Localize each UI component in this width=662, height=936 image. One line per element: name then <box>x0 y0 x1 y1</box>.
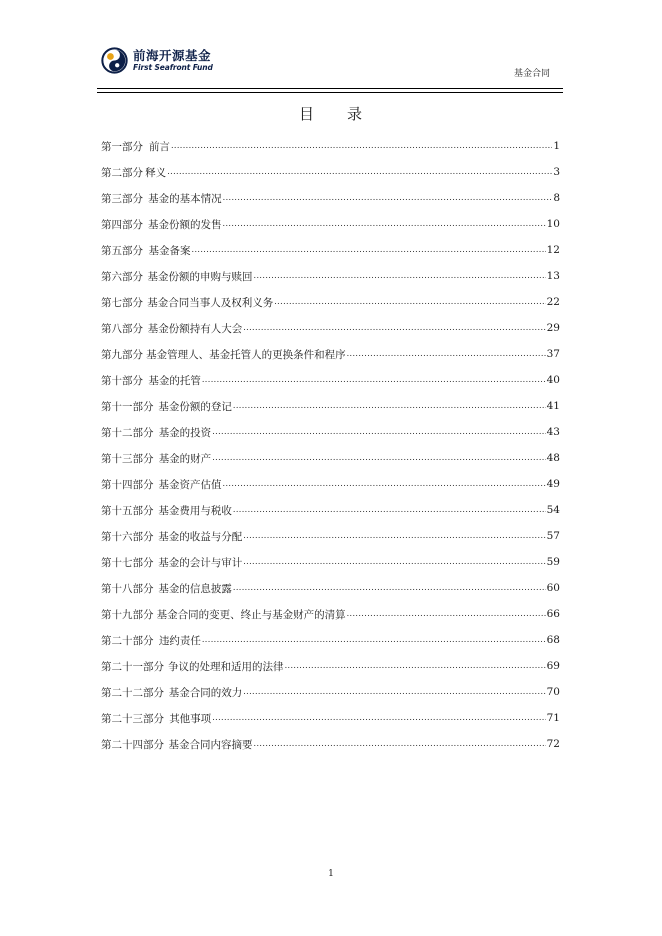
toc-part-label: 第九部分 <box>101 348 143 361</box>
logo-english-name: First Seafront Fund <box>133 63 213 72</box>
toc-entry[interactable] <box>101 653 560 679</box>
toc-dot-leader <box>254 271 546 283</box>
toc-entry-title: 基金费用与税收 <box>158 504 232 517</box>
toc-page-number: 72 <box>546 738 560 750</box>
toc-dot-leader <box>202 375 546 387</box>
toc-entry[interactable] <box>101 341 560 367</box>
toc-entry-title: 基金份额的发售 <box>148 218 222 231</box>
toc-part-label: 第三部分 <box>101 192 143 205</box>
toc-page-number: 71 <box>546 712 560 724</box>
toc-entry-title: 基金份额的登记 <box>158 400 232 413</box>
toc-entry[interactable] <box>101 497 560 523</box>
toc-entry[interactable] <box>101 679 560 705</box>
toc-dot-leader <box>212 713 545 725</box>
toc-entry-title: 违约责任 <box>158 634 201 647</box>
toc-heading-left: 目 <box>298 105 315 123</box>
toc-dot-leader <box>233 401 546 413</box>
toc-page-number: 48 <box>546 452 560 464</box>
toc-part-label: 第十五部分 <box>101 504 154 517</box>
toc-dot-leader <box>212 427 545 439</box>
page-number: 1 <box>328 869 334 879</box>
toc-part-label: 第二十部分 <box>101 634 154 647</box>
toc-dot-leader <box>212 453 545 465</box>
toc-part-label: 第六部分 <box>101 270 143 283</box>
toc-part-label: 第七部分 <box>101 296 143 309</box>
toc-entry[interactable] <box>101 237 560 263</box>
toc-page-number: 40 <box>546 374 560 386</box>
toc-entry[interactable] <box>101 523 560 549</box>
toc-page-number: 41 <box>546 400 560 412</box>
toc-part-label: 第二十二部分 <box>101 686 164 699</box>
toc-page-number: 69 <box>546 660 560 672</box>
toc-entry-title: 基金的收益与分配 <box>158 530 243 543</box>
toc-entry-title: 基金合同当事人及权利义务 <box>147 296 274 309</box>
toc-part-label: 第二十三部分 <box>101 712 164 725</box>
toc-page-number: 1 <box>553 140 560 152</box>
toc-page-number: 60 <box>546 582 560 594</box>
toc-entry-title: 基金管理人、基金托管人的更换条件和程序 <box>146 348 346 361</box>
toc-dot-leader <box>192 245 546 257</box>
toc-page-number: 8 <box>553 192 560 204</box>
toc-entry-title: 基金的基本情况 <box>148 192 222 205</box>
toc-dot-leader <box>347 349 546 361</box>
toc-entry[interactable] <box>101 211 560 237</box>
toc-entry[interactable] <box>101 549 560 575</box>
toc-entry-title: 释义 <box>145 166 167 179</box>
toc-entry[interactable] <box>101 601 560 627</box>
toc-dot-leader <box>171 141 552 153</box>
toc-entry[interactable] <box>101 627 560 653</box>
toc-entry-title: 基金合同内容摘要 <box>168 738 253 751</box>
toc-entry[interactable] <box>101 185 560 211</box>
toc-part-label: 第十一部分 <box>101 400 154 413</box>
toc-dot-leader <box>233 583 546 595</box>
toc-page-number: 68 <box>546 634 560 646</box>
toc-entry[interactable] <box>101 419 560 445</box>
toc-entry-title: 基金的会计与审计 <box>158 556 243 569</box>
toc-entry-title: 前言 <box>148 140 170 153</box>
toc-entry-title: 基金的托管 <box>148 374 201 387</box>
toc-page-number: 70 <box>546 686 560 698</box>
toc-entry[interactable] <box>101 445 560 471</box>
header-rule-thick <box>97 88 563 89</box>
toc-entry[interactable] <box>101 263 560 289</box>
toc-dot-leader <box>274 297 545 309</box>
toc-entry-title: 基金的财产 <box>158 452 212 465</box>
toc-entry-title: 其他事项 <box>169 712 212 725</box>
fund-logo-icon <box>101 47 128 74</box>
toc-dot-leader <box>233 505 546 517</box>
toc-part-label: 第十六部分 <box>101 530 154 543</box>
toc-entry-title: 基金份额的申购与赎回 <box>147 270 253 283</box>
toc-entry-title: 基金的投资 <box>158 426 212 439</box>
toc-dot-leader <box>347 609 546 621</box>
toc-entry[interactable] <box>101 133 560 159</box>
toc-heading <box>0 103 662 124</box>
toc-part-label: 第二部分 <box>101 166 143 179</box>
toc-entry[interactable] <box>101 575 560 601</box>
toc-page-number: 66 <box>546 608 560 620</box>
header-rule-thin <box>97 92 563 93</box>
toc-dot-leader <box>243 531 545 543</box>
toc-page-number: 13 <box>546 270 560 282</box>
table-of-contents <box>101 133 560 757</box>
toc-part-label: 第十八部分 <box>101 582 154 595</box>
toc-dot-leader <box>243 687 545 699</box>
company-logo <box>101 47 213 74</box>
logo-chinese-name: 前海开源基金 <box>133 47 212 63</box>
toc-part-label: 第十七部分 <box>101 556 154 569</box>
toc-page-number: 49 <box>546 478 560 490</box>
toc-part-label: 第五部分 <box>101 244 143 257</box>
toc-part-label: 第二十四部分 <box>101 738 164 751</box>
toc-entry-title: 基金的信息披露 <box>158 582 232 595</box>
toc-part-label: 第十二部分 <box>101 426 154 439</box>
toc-entry-title: 基金份额持有人大会 <box>147 322 243 335</box>
toc-part-label: 第十九部分 <box>101 608 154 621</box>
toc-page-number: 22 <box>546 296 560 308</box>
toc-page-number: 54 <box>546 504 560 516</box>
toc-entry[interactable] <box>101 289 560 315</box>
toc-part-label: 第二十一部分 <box>101 660 164 673</box>
toc-dot-leader <box>243 557 545 569</box>
toc-page-number: 29 <box>546 322 560 334</box>
toc-part-label: 第八部分 <box>101 322 143 335</box>
document-name-header: 基金合同 <box>514 69 551 79</box>
toc-part-label: 第十三部分 <box>101 452 154 465</box>
toc-dot-leader <box>223 219 546 231</box>
toc-entry[interactable] <box>101 393 560 419</box>
toc-page-number: 43 <box>546 426 560 438</box>
toc-entry[interactable] <box>101 731 560 757</box>
toc-part-label: 第一部分 <box>101 140 143 153</box>
toc-page-number: 12 <box>546 244 560 256</box>
toc-entry[interactable] <box>101 159 560 185</box>
toc-entry-title: 基金资产估值 <box>158 478 222 491</box>
toc-entry[interactable] <box>101 471 560 497</box>
toc-page-number: 57 <box>546 530 560 542</box>
toc-entry[interactable] <box>101 367 560 393</box>
toc-part-label: 第十部分 <box>101 374 143 387</box>
toc-page-number: 37 <box>546 348 560 360</box>
toc-page-number: 3 <box>553 166 560 178</box>
toc-entry-title: 基金合同的效力 <box>168 686 243 699</box>
toc-dot-leader <box>167 167 552 179</box>
toc-entry[interactable] <box>101 705 560 731</box>
toc-page-number: 10 <box>546 218 560 230</box>
toc-part-label: 第四部分 <box>101 218 143 231</box>
toc-entry-title: 争议的处理和适用的法律 <box>168 660 284 673</box>
toc-dot-leader <box>223 193 553 205</box>
toc-entry-title: 基金合同的变更、终止与基金财产的清算 <box>156 608 346 621</box>
toc-dot-leader <box>202 635 546 647</box>
toc-entry-title: 基金备案 <box>148 244 191 257</box>
toc-dot-leader <box>254 739 546 751</box>
toc-dot-leader <box>243 323 545 335</box>
toc-heading-right: 录 <box>347 105 364 123</box>
toc-entry[interactable] <box>101 315 560 341</box>
toc-page-number: 59 <box>546 556 560 568</box>
toc-dot-leader <box>223 479 546 491</box>
toc-part-label: 第十四部分 <box>101 478 154 491</box>
toc-dot-leader <box>285 661 546 673</box>
